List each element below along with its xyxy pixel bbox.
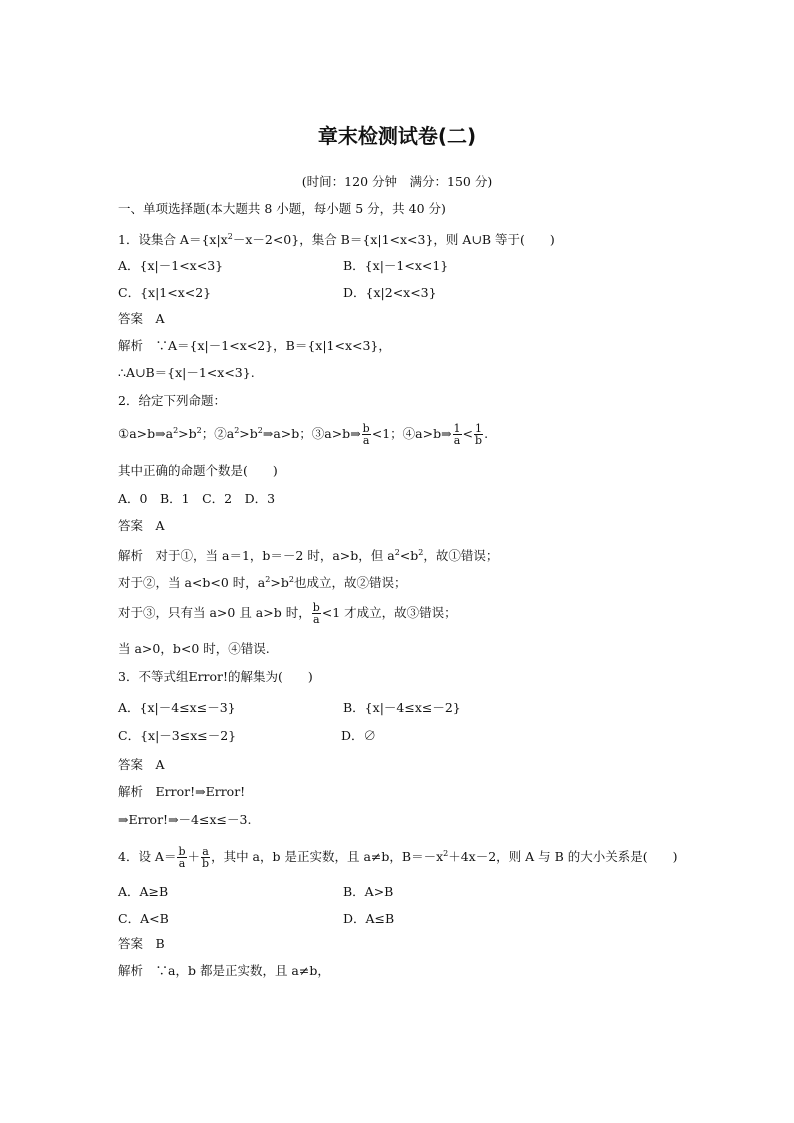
fraction-b-over-a-q4: $\frac{b}{a}$ — [178, 845, 186, 871]
question-2-analysis-line4: 当 a>0，b<0 时，④错误. — [118, 641, 270, 656]
question-2-ask: 其中正确的命题个数是( ) — [118, 463, 278, 478]
question-4-option-b: B．A>B — [343, 884, 394, 899]
fraction-b-over-a: $\frac{b}{a}$ — [362, 422, 370, 448]
question-1-stem: 1．设集合 $A=\{x|x^2-x-2<0\}$，集合 B＝{x|1<x<3}，则 A∪B 等于( ) — [118, 232, 555, 248]
question-2-analysis-line3: 对于③，只有当 a>0 且 a>b 时， $\frac{b}{a}$ <1 才成立，故③错误； — [118, 601, 457, 626]
question-4-stem: 4．设 A＝ $\frac{b}{a}$ ＋ $\frac{a}{b}$ ，其中 a，b 是正实数，且 a≠b，$B=-x^2+4x-2$，则 A 与 B 的大小关系是( ) — [118, 845, 678, 871]
question-1-analysis-line2: ∴A∪B＝{x|－1<x<3}. — [118, 365, 255, 380]
question-1-option-b: B．{x|－1<x<1} — [343, 258, 449, 273]
fraction-1-over-a: $\frac{1}{a}$ — [453, 422, 461, 448]
question-1-option-a: A．{x|－1<x<3} — [118, 258, 224, 273]
page-title: 章末检测试卷(二) — [317, 124, 477, 148]
question-2-stem: 2．给定下列命题： — [118, 393, 226, 408]
question-3-answer: 答案 A — [118, 757, 165, 772]
question-2-analysis: 解析 对于①，当 a＝1，b＝－2 时，a>b，但 $a^2<b^2$，故①错误； — [118, 548, 499, 564]
question-1-option-d: D．{x|2<x<3} — [343, 285, 437, 300]
question-1-analysis: 解析 ∵A＝{x|－1<x<2}，B＝{x|1<x<3}， — [118, 338, 391, 353]
question-4-analysis: 解析 ∵a，b 都是正实数，且 a≠b， — [118, 963, 330, 978]
question-2-propositions: $①a>b\Rightarrow a^2>b^2$；$②a^2>b^2\Rightarrow a>b$；③a>b⇒ $\frac{b}{a}$ <1；④a>b⇒ $\frac{1}{a}$ < $\frac{1}{b}$ . — [118, 422, 489, 448]
question-3-option-b: B．{x|－4≤x≤－2} — [343, 700, 461, 715]
question-3-analysis: 解析 Error!⇒Error! — [118, 784, 246, 799]
section-heading: 一、单项选择题(本大题共 8 小题，每小题 5 分，共 40 分) — [118, 201, 446, 216]
question-1-option-c: C．{x|1<x<2} — [118, 285, 212, 300]
question-2-options: A．0 B．1 C．2 D．3 — [118, 491, 276, 506]
fraction-1-over-b: $\frac{1}{b}$ — [475, 422, 483, 448]
question-3-analysis-line2: ⇒Error!⇒－4≤x≤－3. — [118, 812, 252, 827]
question-4-option-d: D．A≤B — [343, 911, 395, 926]
fraction-a-over-b-q4: $\frac{a}{b}$ — [202, 845, 210, 871]
question-3-stem: 3．不等式组Error!的解集为( ) — [118, 669, 313, 684]
question-4-answer: 答案 B — [118, 936, 165, 951]
fraction-b-over-a-2: $\frac{b}{a}$ — [312, 601, 320, 626]
question-3-option-d: D．∅ — [341, 728, 377, 743]
question-3-option-a: A．{x|－4≤x≤－3} — [118, 700, 236, 715]
question-4-option-c: C．A<B — [118, 911, 169, 926]
question-4-option-a: A．A≥B — [118, 884, 169, 899]
exam-info: (时间：120 分钟 满分：150 分) — [301, 174, 493, 189]
question-2-answer: 答案 A — [118, 518, 165, 533]
question-2-analysis-line2: 对于②，当 a<b<0 时，$a^2>b^2$也成立，故②错误； — [118, 575, 407, 591]
question-1-answer: 答案 A — [118, 311, 165, 326]
question-3-option-c: C．{x|－3≤x≤－2} — [118, 728, 237, 743]
